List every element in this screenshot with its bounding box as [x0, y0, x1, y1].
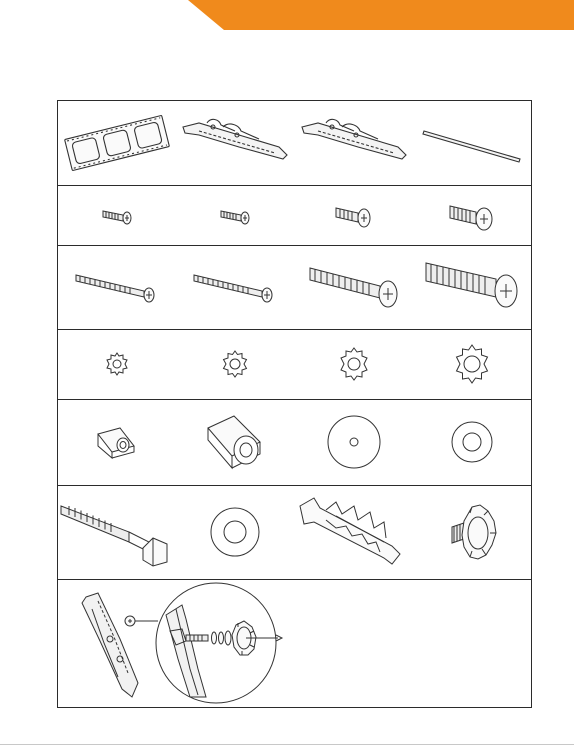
screw-m6-short-icon	[295, 185, 413, 245]
page-footer-rule	[0, 744, 574, 745]
parts-row-2	[58, 185, 531, 245]
wall-anchor-icon	[295, 485, 413, 579]
parts-row-5	[58, 399, 531, 485]
tv-bracket-arm-left-icon	[176, 101, 294, 185]
parts-row-4	[58, 329, 531, 399]
lock-washer-m6-icon	[295, 329, 413, 399]
parts-row-3	[58, 245, 531, 329]
lock-washer-m8-icon	[413, 329, 531, 399]
screw-m4-long-icon	[58, 245, 176, 329]
flat-washer-small-icon	[413, 399, 531, 485]
tv-bracket-arm-right-icon	[295, 101, 413, 185]
hardware-parts-panel	[57, 100, 532, 708]
screw-m6-long-icon	[295, 245, 413, 329]
screw-m8-short-icon	[413, 185, 531, 245]
flat-washer-large-icon	[295, 399, 413, 485]
screw-m5-short-icon	[176, 185, 294, 245]
parts-row-6	[58, 485, 531, 579]
parts-row-7	[58, 579, 531, 707]
safety-rod-icon	[413, 101, 531, 185]
lag-bolt-icon	[58, 485, 176, 579]
spacer-large-icon	[176, 399, 294, 485]
lock-washer-m5-icon	[176, 329, 294, 399]
parts-row-1	[58, 101, 531, 185]
header-accent-banner	[188, 0, 574, 30]
screw-m5-long-icon	[176, 245, 294, 329]
screw-m8-long-icon	[413, 245, 531, 329]
wall-plate-icon	[58, 101, 176, 185]
screw-m4-short-icon	[58, 185, 176, 245]
spacer-small-icon	[58, 399, 176, 485]
assembly-detail-illustration	[58, 579, 318, 707]
thumb-knob-icon	[413, 485, 531, 579]
lock-washer-m4-icon	[58, 329, 176, 399]
lag-washer-icon	[176, 485, 294, 579]
